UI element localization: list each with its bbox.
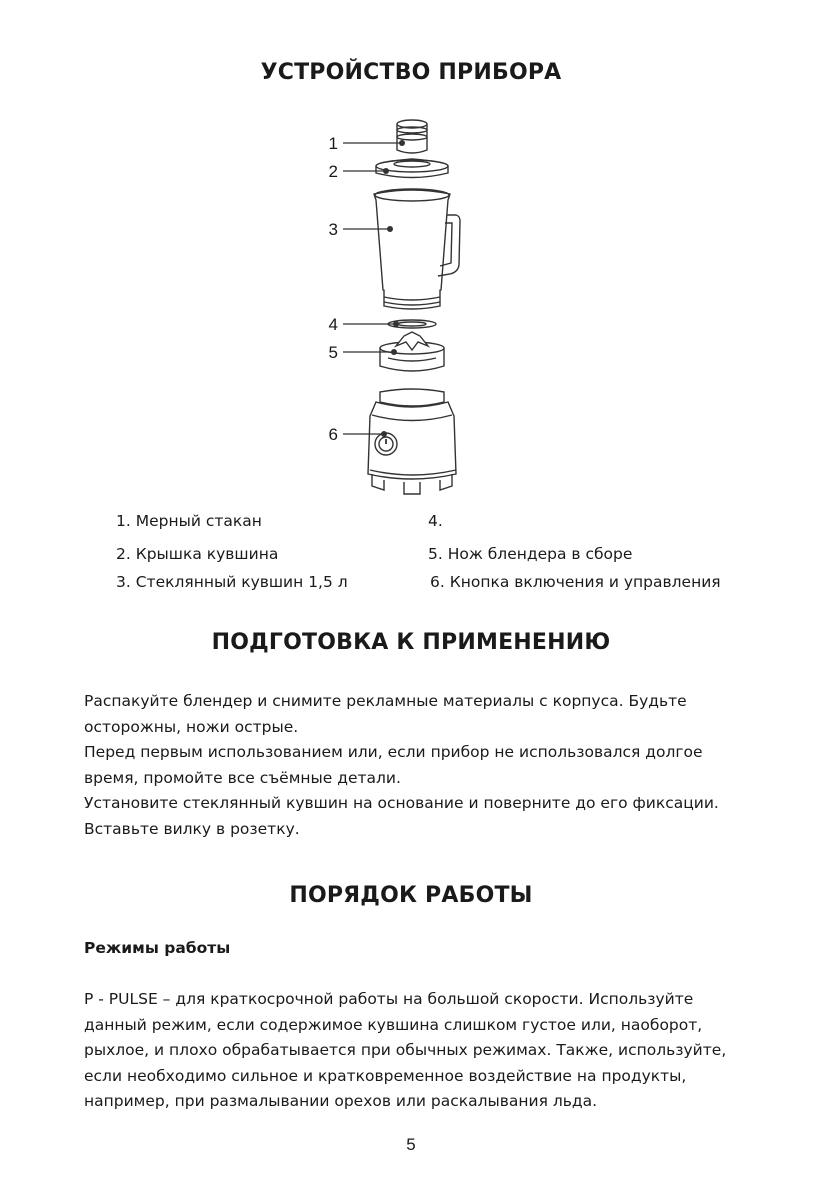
callout-number: 3 <box>328 220 338 239</box>
motor-base-part <box>368 389 456 494</box>
text-line: время, промойте все съёмные детали. <box>84 768 401 787</box>
callout-number: 2 <box>328 162 338 181</box>
callout-number: 4 <box>328 315 338 334</box>
preparation-paragraph <box>84 689 754 842</box>
page-number: 5 <box>406 1135 416 1154</box>
text-line: данный режим, если содержимое кувшина слишком густое или, наоборот, <box>84 1015 703 1034</box>
operation-paragraph <box>84 987 754 1115</box>
callout-number: 6 <box>328 425 338 444</box>
text-line: осторожны, ножи острые. <box>84 717 299 736</box>
measuring-cap-part <box>397 120 427 153</box>
glass-jug-part <box>374 189 460 309</box>
section-title-preparation: ПОДГОТОВКА К ПРИМЕНЕНИЮ <box>211 630 611 655</box>
blender-exploded-diagram <box>0 110 822 510</box>
section-title-operation: ПОРЯДОК РАБОТЫ <box>289 883 533 908</box>
text-line: Распакуйте блендер и снимите рекламные материалы с корпуса. Будьте <box>84 692 687 710</box>
part-item: 1. Мерный стакан <box>116 512 262 530</box>
part-item: 3. Стеклянный кувшин 1,5 л <box>116 573 348 591</box>
text-line: если необходимо сильное и кратковременное воздействие на продукты, <box>84 1066 687 1085</box>
part-item: 2. Крышка кувшина <box>116 545 279 563</box>
modes-subheading: Режимы работы <box>84 939 231 957</box>
text-line: рыхлое, и плохо обрабатывается при обычных режимах. Также, используйте, <box>84 1041 727 1059</box>
callout-number: 5 <box>328 343 338 362</box>
text-line: Установите стеклянный кувшин на основание и поверните до его фиксации. <box>84 794 719 812</box>
text-line: Вставьте вилку в розетку. <box>84 819 300 838</box>
section-title-device: УСТРОЙСТВО ПРИБОРА <box>260 60 562 85</box>
text-line: P - PULSE – для краткосрочной работы на большой скорости. Используйте <box>84 990 694 1008</box>
part-item: 4. <box>428 512 443 530</box>
text-line: Перед первым использованием или, если прибор не использовался долгое <box>84 743 703 761</box>
part-item: 6. Кнопка включения и управления <box>430 573 721 591</box>
part-item: 5. Нож блендера в сборе <box>428 545 633 563</box>
callout-number: 1 <box>328 134 338 153</box>
text-line: например, при размалывании орехов или раскалывания льда. <box>84 1092 598 1110</box>
